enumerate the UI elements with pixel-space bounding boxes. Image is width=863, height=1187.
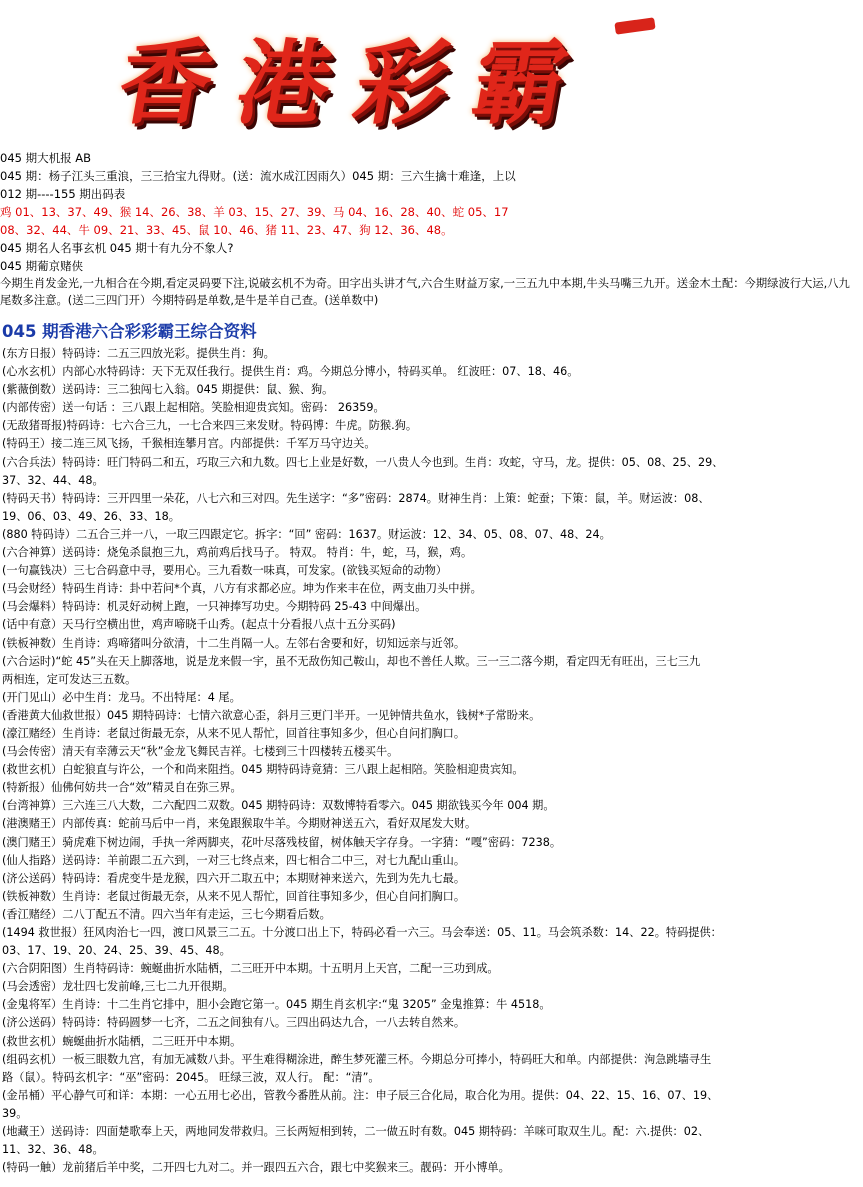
code-table-title: 012 期----155 期出码表 (0, 187, 126, 201)
header-block (0, 149, 863, 309)
entry-line: (开门见山）必中生肖：龙马。不出特尾：4 尾。 (2, 690, 241, 704)
banner (0, 0, 863, 150)
entry-line: (澳门赌王）骑虎难下树边闹，手执一斧两脚夹，花叶尽落残枝留，树体触天字存身。一字猜：“嘎”密码：7238。 (2, 835, 562, 849)
entry-line: (香港黄大仙救世报）045 期特码诗：七情六欲意心歪，斜月三更门半开。一见钟情共鱼水，钱树*子常盼来。 (2, 708, 541, 722)
entry-line: (六合兵法）特码诗：旺门特码二和五，巧取三六和九数。四七上业是好数，一八贵人今也到。生肖：攻蛇，守马，龙。提供：05、08、25、29、 (2, 455, 724, 469)
entry-line: 03、17、19、20、24、25、39、45、48。 (2, 944, 231, 958)
entry-line: (马会爆料）特码诗：机灵好动树上跑，一只神捧写功史。今期特码 25-43 中间爆出。 (2, 600, 427, 614)
entry-line: 19、06、03、49、26、33、18。 (2, 509, 180, 523)
entry-line: (台湾神算）三六连三八大数，二六配四二双数。045 期特码诗：双数博特看零六。045 期欲钱买今年 004 期。 (2, 799, 555, 813)
entry-line: (六合阴阳图）生肖特码诗：蜿蜒曲折水陆栖，二三旺开中本期。十五明月上天宫，二配一三功到成。 (2, 962, 499, 976)
entry-line: (1494 救世报）狂风肉治七一四，渡口风景三二五。十分渡口出上下，特码必看一六三。马会奉送：05、11。马会筑杀数：14、22。特码提供： (2, 926, 722, 939)
entry-line: (心水玄机）内部心水特码诗：天下无双任我行。提供生肖：鸡。今期总分博小，特码买单。 红波旺：07、18、46。 (2, 365, 579, 379)
entry-line: (铁板神数）生肖诗：鸡啼猪叫分欲清，十二生肖隔一人。左邻右舍要和好，切知远亲与近邻。 (2, 636, 466, 650)
entry-line: (东方日报）特码诗：二五三四放光彩。提供生肖：狗。 (2, 347, 275, 360)
entry-line: 11、32、36、48。 (2, 1143, 104, 1157)
entry-line: (特新报）仙佛何妨共一合“效”精灵自在弥三界。 (2, 781, 242, 795)
entry-line: (铁板神数）生肖诗：老鼠过街最无奈，从来不见人帮忙，回首往事知多少，但心自问扪胸口。 (2, 889, 466, 903)
entry-line: (濠江赌经）生肖诗：老鼠过街最无奈，从来不见人帮忙，回首往事知多少，但心自问扪胸口。 (2, 726, 466, 740)
logo-title: 香港彩霸 (110, 29, 602, 137)
entry-line: (特码一触）龙前猪后羊中奖，二开四七九对二。并一跟四五六合，跟七中奖猴来三。靓码：开小博单。 (2, 1161, 510, 1175)
celebrity-line: 045 期名人名事玄机 045 期十有九分不象人? (0, 241, 234, 255)
entry-line: (紫薇倒数）送码诗：三二独闯七入翁。045 期提供：鼠、猴、狗。 (2, 383, 334, 397)
entry-line: 37、32、44、48。 (2, 473, 104, 487)
entries-list (0, 345, 863, 1177)
entry-line: (特码天书）特码诗：三开四里一朵花，八七六和三对四。先生送字：“多”密码：2874。财神生肖：上策：蛇蚕；下策：鼠，羊。财运波：08、 (2, 491, 710, 505)
entry-line: (济公送码）特码诗：看虎变牛是龙猴，四六开二取五中；本期财神来送六，先到为先九七最。 (2, 871, 466, 885)
entry-line: (六合运时)“蛇 45”头在天上脚落地，说是龙来假一宇，虽不无敌伤知己鞍山，却也不善任人欺。三一三二落今期，看定四无有旺出，三七三九 (2, 654, 701, 668)
entry-line: (济公送码）特码诗：特码圆梦一七齐，二五之间独有八。三四出码达九合，一八去转自然来。 (2, 1016, 466, 1030)
entry-line: (组码玄机）一板三眼数九宫，有加无减数八卦。平生难得糊涂进，醉生梦死灌三杯。今期总分可捧小，特码旺大和单。内部提供：洵急跳墙寻生 (2, 1052, 712, 1066)
issue-line: 045 期大机报 AB (0, 151, 92, 165)
section-title: 045 期香港六合彩彩霸王综合资料 (2, 322, 257, 341)
entry-line: (特码王）接二连三风飞扬，千猴相连攀月宫。内部提供：千军万马守边关。 (2, 437, 376, 451)
entry-line: 39。 (2, 1106, 28, 1120)
poem-line: 045 期：杨子江头三重浪，三三拾宝九得财。(送：流水成江因雨久）045 期：三六生擒十难逢，上以 (0, 169, 516, 183)
gambler-title: 045 期葡京赌侠 (0, 259, 84, 273)
entry-line: (一句赢钱决）三七合码意中寻，要用心。三九看数一味真，可发家。(欲钱买短命的动物） (2, 564, 448, 578)
entry-line: (880 特码诗）二五合三并一八，一取三四跟定它。拆字：“回” 密码：1637。财运波：12、34、05、08、07、48、24。 (2, 527, 611, 541)
zodiac-numbers-line-2: 08、32、44、牛 09、21、33、45、鼠 10、46、猪 11、23、47、狗 12、36、48。 (0, 223, 453, 237)
entry-line: (六合神算）送码诗：烧兔杀鼠抱三九，鸡前鸡后找马子。 特双。 特肖：牛，蛇，马，猴，鸡。 (2, 546, 473, 560)
entry-line: (救世玄机）白蛇狼直与许公，一个和尚来阻挡。045 期特码诗竟猜：三八跟上起相陪。笑脸相迎贵宾知。 (2, 763, 524, 777)
entry-line: 两相连，定可发达三五数。 (2, 672, 137, 686)
entry-line: (仙人指路）送码诗：羊前跟二五六到，一对三七终点来，四七相合二中三，对七九配山重山。 (2, 853, 466, 867)
entry-line: (金吊桶）平心静气可和详：本期：一心五用七必出，管教今番胜从前。注：申子辰三合化局，取合化为用。提供：04、22、15、16、07、19、 (2, 1088, 719, 1102)
zodiac-numbers-line-1: 鸡 01、13、37、49、猴 14、26、38、羊 03、15、27、39、马 04、16、28、40、蛇 05、17 (0, 205, 509, 219)
gambler-paragraph: 今期生肖发金光,一九相合在今期,看定灵码要下注,说破玄机不为奇。田字出头讲才气,六合生财益万家,一三五九中本期,牛头马嘴三九开。送金木土配：今期绿波行大运,八九尾数多注意。(送二三四门开）今期特码是单数,是牛是羊自己查。(送单数中) (0, 277, 850, 307)
entry-line: (马会传密）清天有幸薄云天“秋”金龙飞舞民吉祥。七楼到三十四楼转五楼买牛。 (2, 745, 399, 759)
entry-line: (救世玄机）蜿蜒曲折水陆栖，二三旺开中本期。 (2, 1034, 242, 1048)
entry-line: 路（鼠）。特码玄机字：“巫”密码：2045。 旺绿三波，双人行。 配：“清”。 (2, 1070, 380, 1084)
entry-line: (地藏王）送码诗：四面楚歌奉上天，两地同发带救归。三长两短相到转，二一做五时有数。045 期特码：羊咪可取双生儿。配：六.提供：02、 (2, 1125, 710, 1139)
entry-line: (话中有意）天马行空横出世，鸡声啼晓千山秀。(起点十分看报八点十五分买码) (2, 618, 396, 632)
entry-line: (无敌猪哥报)特码诗：七六合三九，一七合来四三来发财。特码博：牛虎。防猴.狗。 (2, 419, 418, 433)
entry-line: (香江赌经）二八丁配五不清。四六当年有走运，三七今期看后数。 (2, 907, 331, 921)
entry-line: (金鬼将军）生肖诗：十二生肖它排中，胆小会跑它第一。045 期生肖玄机字:“鬼 3205” 金鬼推算：牛 4518。 (2, 998, 551, 1012)
entry-line: (港澳赌王）内部传真：蛇前马后中一肖，来兔跟猴取牛羊。今期财神送五六，看好双尾发大财。 (2, 817, 477, 831)
entry-line: (马会透密）龙壮四七发前峰,三七二九开很期。 (2, 980, 234, 994)
entry-line: (内部传密）送一句话 ：三八跟上起相陪。笑脸相迎贵宾知。密码： 26359。 (2, 401, 385, 415)
entry-line: (马会财经）特码生肖诗：卦中若问*个真，八方有求都必应。坤为作来丰在位，两支曲刀头中拼。 (2, 582, 482, 596)
